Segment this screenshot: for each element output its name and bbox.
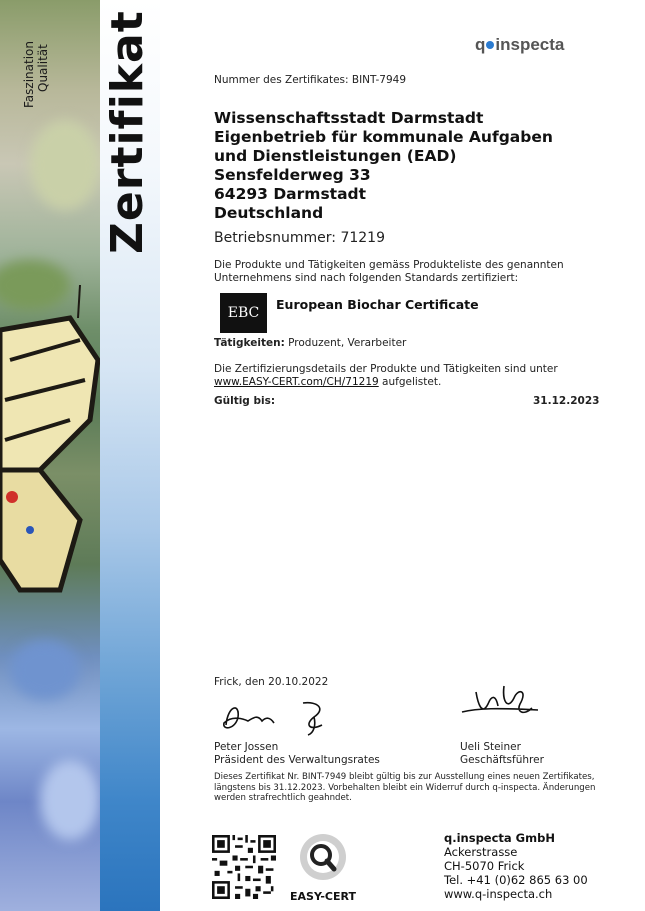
signer-2-name: Ueli Steiner [460, 741, 521, 753]
activities [214, 337, 406, 349]
valid-label: Gültig bis: [214, 395, 276, 407]
logo-dot-icon [486, 41, 494, 49]
company-name-line-2: Eigenbetrieb für kommunale Aufgaben [214, 128, 553, 146]
footer-company: q.inspecta GmbH [444, 831, 555, 845]
details-line-1: Die Zertifizierungsdetails der Produkte und Tätigkeiten sind unter [214, 363, 558, 375]
easy-cert-magnifier-icon [288, 832, 358, 884]
footer-city: CH-5070 Frick [444, 859, 525, 873]
operation-number: Betriebsnummer: 71219 [214, 230, 385, 246]
company-name-line-3: und Dienstleistungen (EAD) [214, 147, 457, 165]
butterfly-illustration [0, 0, 100, 911]
tagline-qualitat: Qualität [36, 44, 50, 92]
certificate-title: Zertifikat [102, 10, 153, 254]
signer-2-role: Geschäftsführer [460, 754, 544, 766]
tagline-faszination: Faszination [22, 41, 36, 108]
signer-1-name: Peter Jossen [214, 741, 279, 753]
signer-1-role: Präsident des Verwaltungsrates [214, 754, 380, 766]
certificate-number: Nummer des Zertifikates: BINT-7949 [214, 74, 406, 86]
easy-cert-link[interactable]: www.EASY-CERT.com/CH/71219 [214, 376, 379, 388]
footer-street: Ackerstrasse [444, 845, 518, 859]
disclaimer: Dieses Zertifikat Nr. BINT-7949 bleibt gültig bis zur Ausstellung eines neuen Zertifikates, längstens bis 31.12.2023. Vorbehalten bleibt ein Widerruf durch q-inspecta. Änderungen werden strafrechtlich geahndet. [214, 772, 596, 803]
intro-line-1: Die Produkte und Tätigkeiten gemäss Produkteliste des genannten [214, 259, 564, 271]
intro-line-2: Unternehmens sind nach folgenden Standards zertifiziert: [214, 272, 519, 284]
standard-name: European Biochar Certificate [276, 297, 479, 312]
company-street: Sensfelderweg 33 [214, 166, 371, 184]
valid-date: 31.12.2023 [533, 395, 600, 407]
q-inspecta-logo: q inspecta [475, 35, 565, 54]
place-date: Frick, den 20.10.2022 [214, 676, 329, 688]
activities-value: Produzent, Verarbeiter [284, 337, 407, 349]
activities-label: Tätigkeiten: [214, 337, 285, 349]
ebc-logo: EBC [220, 293, 267, 333]
details-line-2: www.EASY-CERT.com/CH/71219 aufgelistet. [214, 376, 442, 388]
footer-phone: Tel. +41 (0)62 865 63 00 [444, 873, 588, 887]
signature-peter-jossen [218, 695, 338, 740]
footer-website[interactable]: www.q-inspecta.ch [444, 887, 553, 901]
butterfly-photo [0, 0, 100, 911]
signature-ueli-steiner [458, 680, 548, 730]
company-country: Deutschland [214, 204, 324, 222]
easy-cert-logo [288, 832, 358, 903]
company-name-line-1: Wissenschaftsstadt Darmstadt [214, 109, 484, 127]
company-city: 64293 Darmstadt [214, 185, 367, 203]
qr-code [212, 835, 276, 899]
easy-cert-label: EASY-CERT [290, 890, 356, 903]
